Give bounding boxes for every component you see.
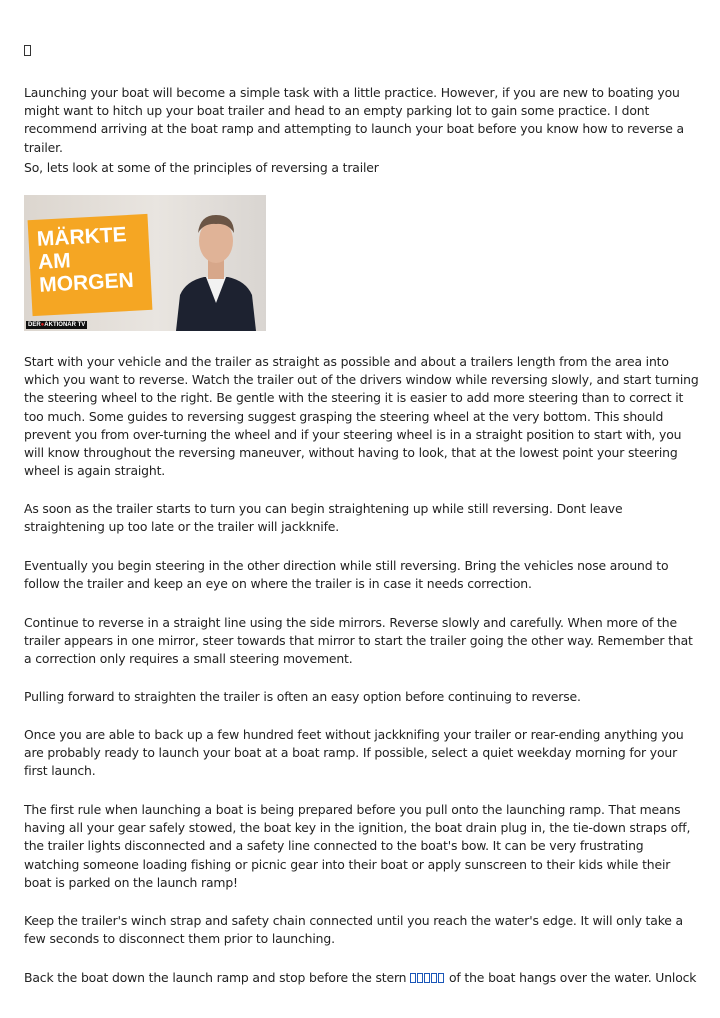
paragraph-back-down (24, 969, 700, 987)
paragraph-first-rule: The first rule when launching a boat is being prepared before you pull onto the launching ramp. That means having all your gear safely stowed, the boat key in the ignition, the boat drain plug in, the tie-down straps off, the trailer lights disconnected and a safety line connected to the boat's bow. It can be very frustrating watching someone loading fishing or picnic gear into their boat or apply sunscreen to their kids while their boat is parked on the launch ramp! (24, 802, 691, 890)
paragraph-ready-to-launch: Once you are able to back up a few hundred feet without jackknifing your trailer or rear-ending anything you are probably ready to launch your boat at a boat ramp. If possible, select a quiet weekday morning for your first launch. (24, 727, 684, 779)
paragraph-back-down-start: Back the boat down the launch ramp and stop before the stern (24, 970, 411, 985)
paragraph-pull-forward: Pulling forward to straighten the trailer is often an easy option before continuing to reverse. (24, 689, 581, 704)
presenter-figure-icon (176, 203, 256, 331)
paragraph-intro: Launching your boat will become a simple task with a little practice. However, if you are new to boating you might want to hitch up your boat trailer and head to an empty parking lot to gain some practice. I dont recommend arriving at the boat ramp and attempting to launch your boat before you know how to reverse a trailer. (24, 85, 684, 155)
paragraph-start-straight: Start with your vehicle and the trailer as straight as possible and about a trailers length from the area into which you want to reverse. Watch the trailer out of the drivers window while reversing slowly, and start turning the steering wheel to the right. Be gentle with the steering it is easier to add more steering than to correct it too much. Some guides to reversing suggest grasping the steering wheel at the very bottom. This should prevent you from over-turning the wheel and if your steering wheel is in a straight position to start with, you will know throughout the reversing maneuver, without having to look, that at the lowest point your steering wheel is again straight. (24, 354, 699, 479)
paragraph-other-direction: Eventually you begin steering in the other direction while still reversing. Bring the vehicles nose around to follow the trailer and keep an eye on where the trailer is in case it needs correction. (24, 558, 669, 592)
paragraph-winch-strap: Keep the trailer's winch strap and safety chain connected until you reach the water's edge. It will only take a few seconds to disconnect them prior to launching. (24, 913, 683, 947)
channel-logo: DER●AKTIONÄR TV (28, 322, 86, 328)
thumbnail-title: MÄRKTE AM MORGEN (36, 223, 135, 297)
paragraph-side-mirrors: Continue to reverse in a straight line using the side mirrors. Reverse slowly and carefully. When more of the trailer appears in one mirror, steer towards that mirror to start the trailer going the other way. Remember that a correction only requires a small steering movement. (24, 615, 693, 667)
inline-link[interactable] (410, 970, 445, 985)
paragraph-principles: So, lets look at some of the principles of reversing a trailer (24, 160, 379, 175)
missing-glyph-icon (24, 45, 31, 56)
paragraph-straightening: As soon as the trailer starts to turn you can begin straightening up while still reversing. Dont leave straightening up too late or the trailer will jackknife. (24, 501, 623, 535)
paragraph-back-down-end: of the boat hangs over the water. Unlock (445, 970, 697, 985)
video-thumbnail-image (24, 195, 266, 331)
